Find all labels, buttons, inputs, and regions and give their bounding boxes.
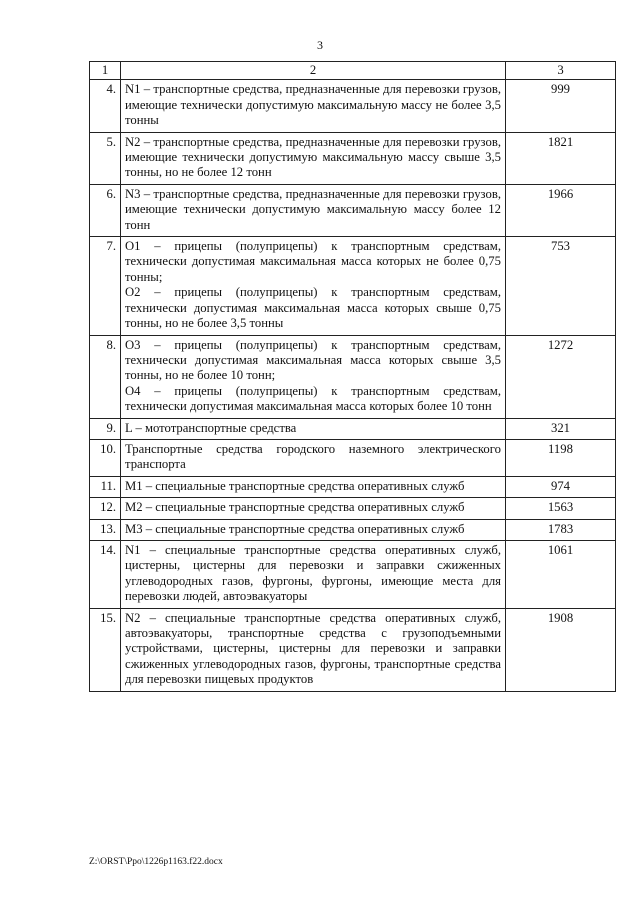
header-col-1: 1: [90, 62, 121, 80]
vehicle-category-description: [121, 519, 506, 540]
table-row: [90, 439, 616, 476]
rate-value: 974: [506, 476, 616, 497]
description-paragraph: N2 – транспортные средства, предназначенные для перевозки грузов, имеющие технически допустимую максимальную массу свыше 3,5 тонны, но не более 12 тонн: [125, 134, 501, 180]
vehicle-category-description: [121, 439, 506, 476]
table-row: [90, 540, 616, 608]
row-number: 13.: [90, 519, 121, 540]
table-row: [90, 608, 616, 691]
description-paragraph: O2 – прицепы (полуприцепы) к транспортным средствам, технически допустимая максимальная масса которых свыше 0,75 тонны, но не более 3,5 тонны: [125, 285, 501, 331]
row-number: 11.: [90, 476, 121, 497]
description-paragraph: O4 – прицепы (полуприцепы) к транспортным средствам, технически допустимая максимальная масса которых более 10 тонн: [125, 383, 501, 414]
row-number: 4.: [90, 80, 121, 132]
vehicle-category-description: [121, 80, 506, 132]
vehicle-category-description: [121, 540, 506, 608]
vehicle-category-description: [121, 476, 506, 497]
rate-value: 1821: [506, 132, 616, 184]
description-paragraph: N3 – транспортные средства, предназначенные для перевозки грузов, имеющие технически допустимую максимальную массу более 12 тонн: [125, 186, 501, 232]
description-paragraph: O1 – прицепы (полуприцепы) к транспортным средствам, технически допустимая максимальная масса которых не более 0,75 тонны;: [125, 239, 501, 284]
rates-table: [89, 61, 616, 692]
row-number: 15.: [90, 608, 121, 691]
description-paragraph: M1 – специальные транспортные средства оперативных служб: [125, 478, 465, 493]
description-paragraph: M2 – специальные транспортные средства оперативных служб: [125, 500, 465, 515]
description-paragraph: N1 – транспортные средства, предназначенные для перевозки грузов, имеющие технически допустимую максимальную массу не более 3,5 тонны: [125, 82, 501, 128]
rate-value: 1061: [506, 540, 616, 608]
row-number: 6.: [90, 184, 121, 236]
vehicle-category-description: [121, 184, 506, 236]
row-number: 5.: [90, 132, 121, 184]
description-paragraph: Транспортные средства городского наземного электрического транспорта: [125, 441, 501, 472]
rate-value: 1908: [506, 608, 616, 691]
description-paragraph: N1 – специальные транспортные средства оперативных служб, цистерны, цистерны для перевозки и заправки сжиженных углеводородных газов, фургоны, фургоны, имеющие места для перевозки людей, автоэвакуаторы: [125, 542, 501, 604]
vehicle-category-description: [121, 418, 506, 439]
table-header-row: [90, 62, 616, 80]
description-paragraph: L – мототранспортные средства: [125, 420, 297, 435]
table-row: [90, 237, 616, 335]
file-path-footer: Z:\ORST\Ppo\1226p1163.f22.docx: [89, 857, 223, 867]
table-row: [90, 418, 616, 439]
rate-value: 1272: [506, 335, 616, 418]
page-number: 3: [317, 38, 323, 52]
table-row: [90, 132, 616, 184]
table-row: [90, 519, 616, 540]
rate-value: 321: [506, 418, 616, 439]
row-number: 7.: [90, 237, 121, 335]
row-number: 12.: [90, 498, 121, 519]
vehicle-category-description: [121, 608, 506, 691]
header-col-3: 3: [506, 62, 616, 80]
row-number: 8.: [90, 335, 121, 418]
vehicle-category-description: [121, 498, 506, 519]
vehicle-category-description: [121, 132, 506, 184]
row-number: 14.: [90, 540, 121, 608]
rate-value: 1966: [506, 184, 616, 236]
description-paragraph: N2 – специальные транспортные средства оперативных служб, автоэвакуаторы, транспортные средства с грузоподъемными устройствами, цистерны, цистерны для перевозки и заправки сжиженных углеводородных газов, фургоны, транспортные средства для перевозки пищевых продуктов: [125, 610, 501, 687]
rate-value: 1198: [506, 439, 616, 476]
vehicle-category-description: [121, 237, 506, 335]
rate-value: 1783: [506, 519, 616, 540]
rate-value: 753: [506, 237, 616, 335]
table-row: [90, 184, 616, 236]
table-row: [90, 335, 616, 418]
row-number: 9.: [90, 418, 121, 439]
table-body: [90, 80, 616, 691]
table-row: [90, 476, 616, 497]
description-paragraph: O3 – прицепы (полуприцепы) к транспортным средствам, технически допустимая максимальная масса которых свыше 3,5 тонны, но не более 10 тонн;: [125, 337, 501, 383]
table-row: [90, 498, 616, 519]
table-row: [90, 80, 616, 132]
rate-value: 999: [506, 80, 616, 132]
description-paragraph: M3 – специальные транспортные средства оперативных служб: [125, 521, 465, 536]
rate-value: 1563: [506, 498, 616, 519]
row-number: 10.: [90, 439, 121, 476]
vehicle-category-description: [121, 335, 506, 418]
header-col-2: 2: [121, 62, 506, 80]
